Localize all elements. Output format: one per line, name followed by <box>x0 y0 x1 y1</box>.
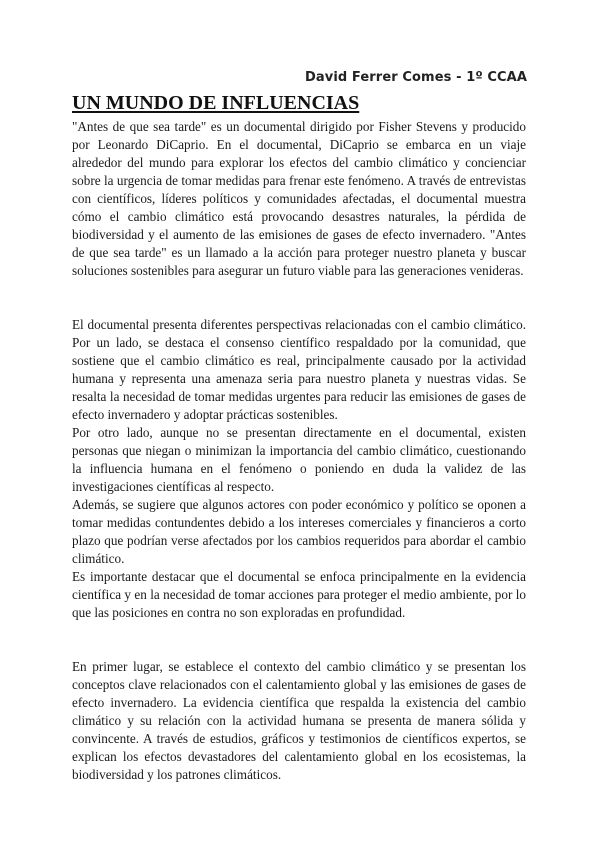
paragraph-context: En primer lugar, se establece el contexto del cambio climático y se presentan los conceptos clave relacionados con el calentamiento global y las emisiones de gases de efecto invernadero. La evidencia científica que respalda la existencia del cambio climático y su relación con la actividad humana se presenta de manera sólida y convincente. A través de estudios, gráficos y testimonios de científicos expertos, se explican los efectos devastadores del calentamiento global en los ecosistemas, la biodiversidad y los patrones climáticos. <box>72 659 526 782</box>
paragraph-perspectives: El documental presenta diferentes perspectivas relacionadas con el cambio climático. Por un lado, se destaca el consenso científico respaldado por la comunidad, que sostiene que el cambio climático es real, principalmente causado por la actividad humana y representa una amenaza seria para nuestro planeta y nuestras vidas. Se resalta la necesidad de tomar medidas urgentes para reducir las emisiones de gases de efecto invernadero y adoptar prácticas sostenibles. <box>72 317 526 422</box>
paragraph-deniers: Por otro lado, aunque no se presentan directamente en el documental, existen personas que niegan o minimizan la importancia del cambio climático, cuestionando la influencia humana en el fenómeno o poniendo en duda la validez de las investigaciones científicas al respecto. <box>72 425 526 494</box>
paragraph-focus: Es importante destacar que el documental se enfoca principalmente en la evidencia científica y en la necesidad de tomar acciones para proteger el medio ambiente, por lo que las posiciones en contra no son exploradas en profundidad. <box>72 569 526 620</box>
document-body <box>72 118 526 784</box>
author-line: David Ferrer Comes - 1º CCAA <box>305 70 527 85</box>
paragraph-economic-actors: Además, se sugiere que algunos actores con poder económico y político se oponen a tomar medidas contundentes debido a los intereses comerciales y financieros a corto plazo que podrían verse afectados por los cambios requeridos para abordar el cambio climático. <box>72 497 526 566</box>
paragraph-intro: "Antes de que sea tarde" es un documental dirigido por Fisher Stevens y producido por Leonardo DiCaprio. En el documental, DiCaprio se embarca en un viaje alrededor del mundo para explorar los efectos del cambio climático y concienciar sobre la urgencia de tomar medidas para frenar este fenómeno. A través de entrevistas con científicos, líderes políticos y comunidades afectadas, el documental muestra cómo el cambio climático está provocando desastres naturales, la pérdida de biodiversidad y el aumento de las emisiones de gases de efecto invernadero. "Antes de que sea tarde" es un llamado a la acción para proteger nuestro planeta y buscar soluciones sostenibles para asegurar un futuro viable para las generaciones venideras. <box>72 119 526 278</box>
document-title: UN MUNDO DE INFLUENCIAS <box>72 92 360 114</box>
